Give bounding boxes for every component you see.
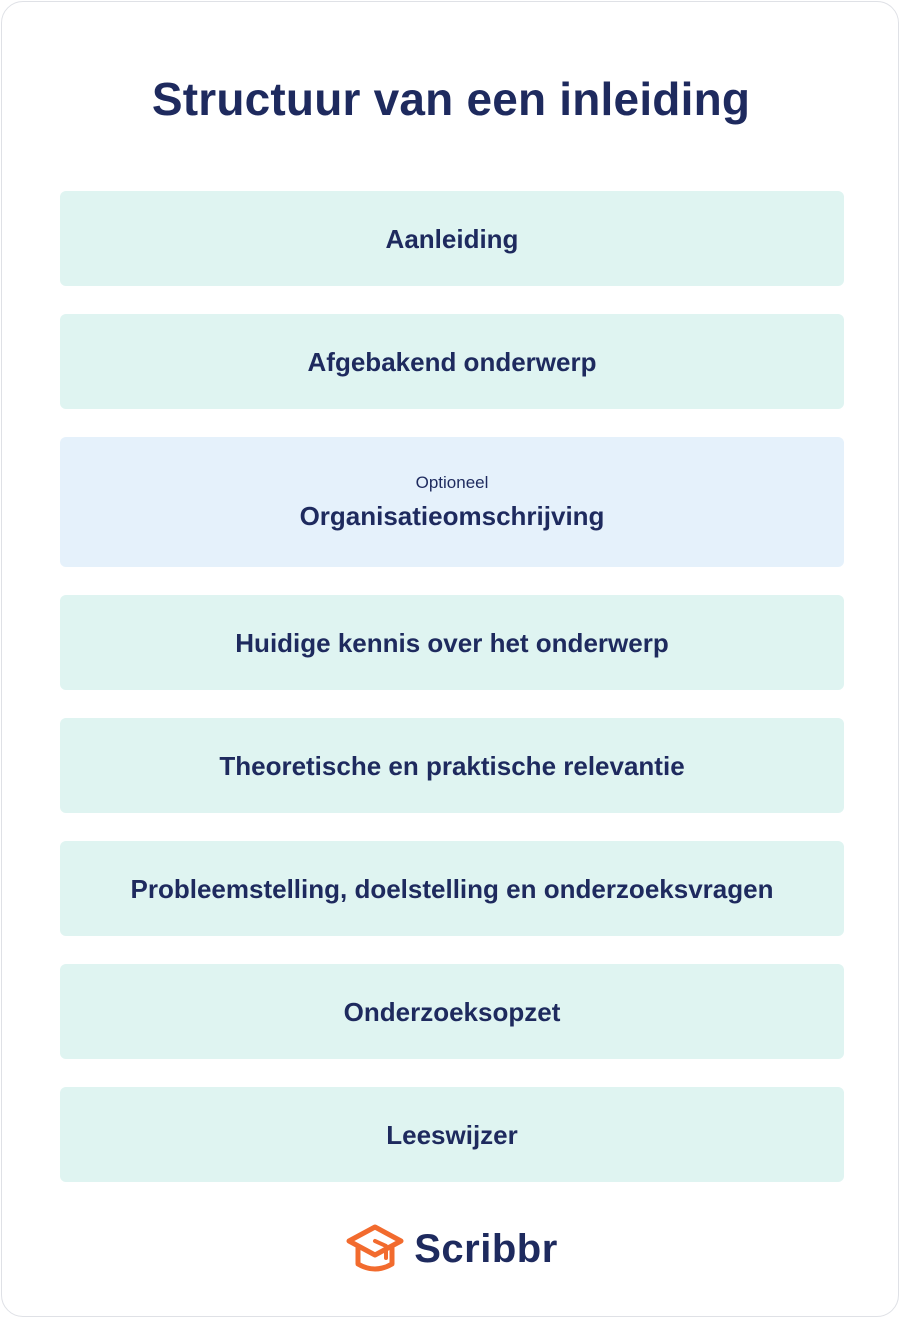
step-probleemstelling [60, 841, 844, 936]
page-title: Structuur van een inleiding [151, 73, 751, 125]
step-aanleiding [60, 191, 844, 286]
graduation-cap-icon [344, 1222, 406, 1276]
optional-tag: Optioneel [415, 473, 489, 492]
step-label: Organisatieomschrijving [299, 501, 605, 531]
step-label: Onderzoeksopzet [343, 996, 561, 1027]
step-label: Theoretische en praktische relevantie [219, 750, 685, 781]
step-label: Aanleiding [385, 223, 519, 254]
step-label: Afgebakend onderwerp [307, 346, 597, 377]
logo-text: Scribbr [414, 1227, 558, 1271]
step-list [60, 191, 844, 1210]
step-relevantie [60, 718, 844, 813]
infographic-card [1, 1, 899, 1317]
step-label: Huidige kennis over het onderwerp [235, 627, 669, 658]
scribbr-logo [2, 1222, 900, 1276]
step-label: Probleemstelling, doelstelling en onderzoeksvragen [130, 873, 774, 904]
step-afgebakend-onderwerp [60, 314, 844, 409]
step-organisatieomschrijving [60, 437, 844, 567]
step-onderzoeksopzet [60, 964, 844, 1059]
step-leeswijzer [60, 1087, 844, 1182]
step-label: Leeswijzer [386, 1119, 518, 1150]
step-huidige-kennis [60, 595, 844, 690]
